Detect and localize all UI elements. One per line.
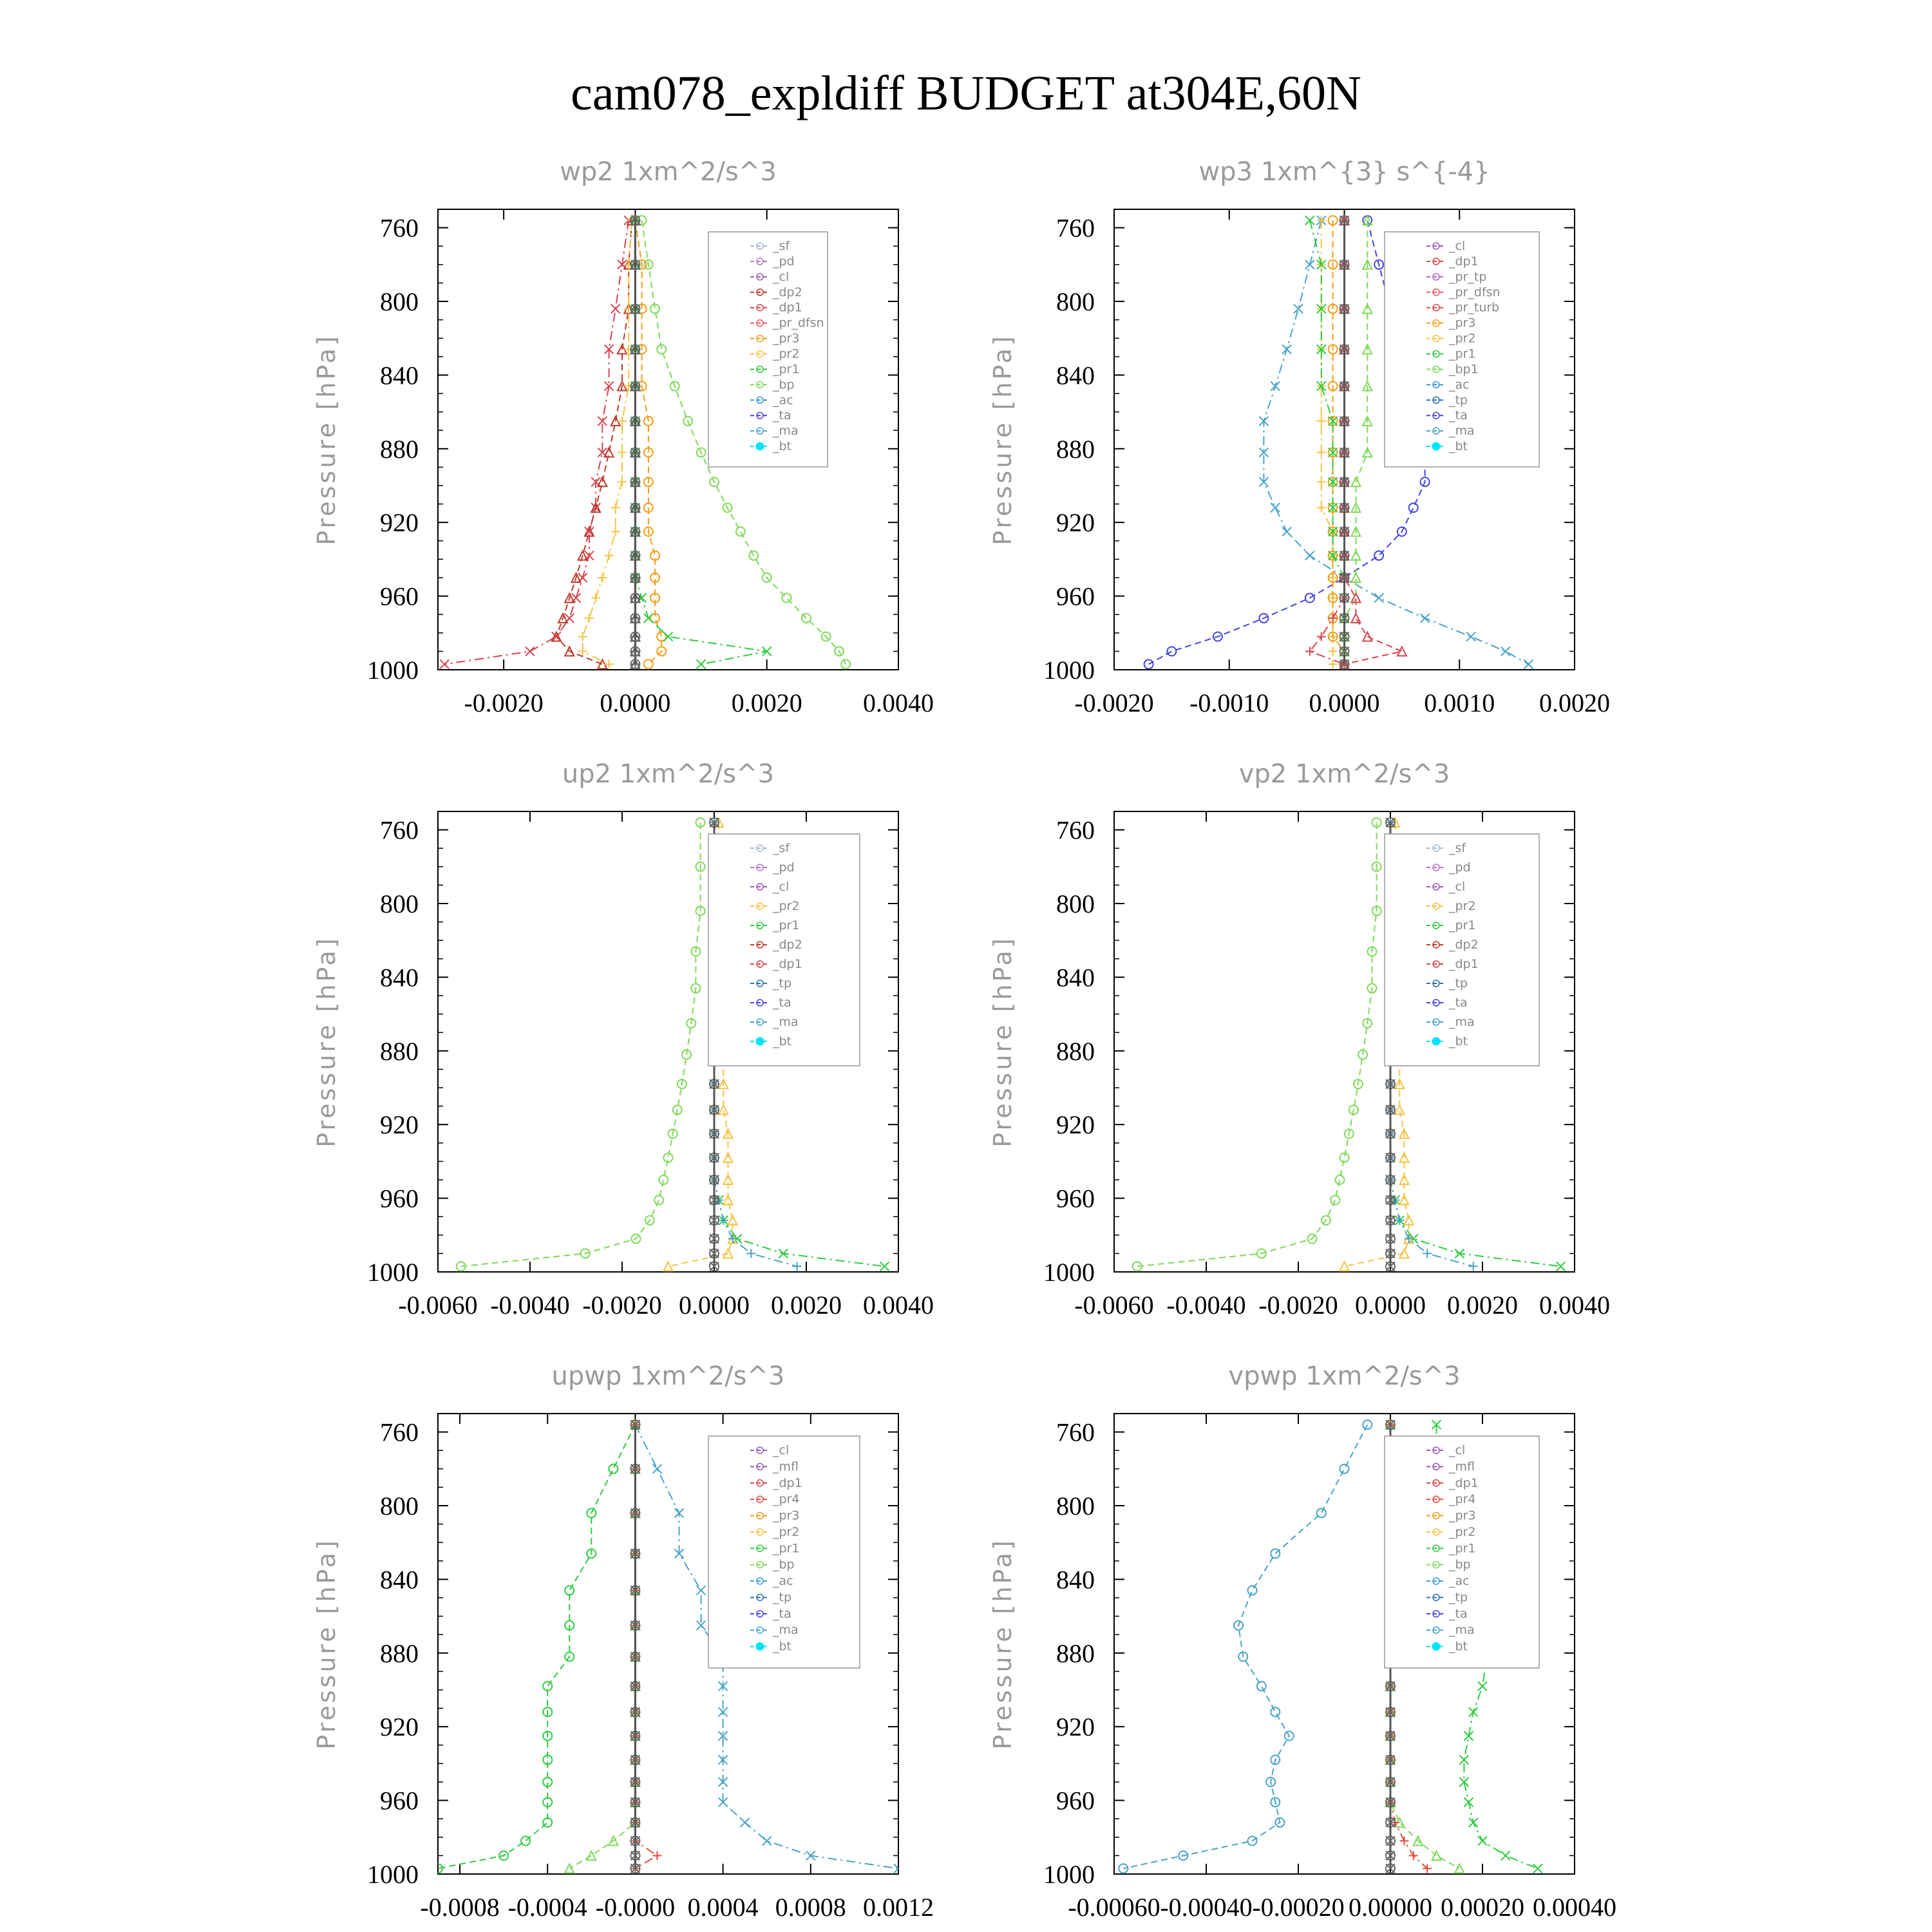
legend-entry-pr2: _pr2 bbox=[1449, 1524, 1476, 1539]
x-tick-label: 0.00000 bbox=[1349, 1893, 1432, 1922]
legend-entry-mfl: _mfl bbox=[773, 1459, 799, 1474]
legend-entry-dp1: _dp1 bbox=[1449, 254, 1479, 269]
y-tick-label: 840 bbox=[380, 1565, 419, 1595]
legend-entry-tp: _tp bbox=[1449, 393, 1468, 408]
y-axis-label: Pressure [hPa] bbox=[312, 936, 341, 1148]
series-line-ma bbox=[1123, 1425, 1367, 1868]
legend-entry-pr_dfsn: _pr_dfsn bbox=[773, 316, 824, 330]
y-tick-label: 920 bbox=[1056, 1110, 1095, 1140]
plot-frame bbox=[438, 209, 898, 670]
x-tick-label: -0.0004 bbox=[507, 1893, 587, 1922]
legend-entry-tp: _tp bbox=[1449, 976, 1468, 990]
legend-entry-pr1: _pr1 bbox=[1449, 1541, 1476, 1556]
legend-marker-bt bbox=[1432, 1037, 1440, 1045]
panel-3 bbox=[312, 759, 934, 1320]
legend-entry-dp2: _dp2 bbox=[773, 285, 802, 299]
legend-entry-mfl: _mfl bbox=[1449, 1459, 1475, 1474]
data-point-ma bbox=[1466, 632, 1475, 641]
legend-entry-ma: _ma bbox=[1449, 1623, 1475, 1638]
data-point-ma bbox=[1271, 503, 1280, 512]
legend-entry-ac: _ac bbox=[773, 1574, 793, 1589]
x-tick-label: -0.0000 bbox=[595, 1893, 676, 1922]
legend-entry-pr2: _pr2 bbox=[1449, 331, 1476, 346]
x-tick-label: -0.0020 bbox=[1258, 1291, 1338, 1320]
legend bbox=[1385, 834, 1539, 1066]
x-tick-label: -0.00020 bbox=[1252, 1893, 1345, 1922]
data-point-bp bbox=[1331, 1195, 1340, 1204]
legend bbox=[708, 232, 828, 467]
y-tick-label: 920 bbox=[380, 1110, 419, 1140]
y-axis-label: Pressure [hPa] bbox=[989, 936, 1017, 1148]
data-point-pr2 bbox=[611, 503, 620, 512]
data-point-ma bbox=[1271, 382, 1280, 391]
data-point-ma bbox=[1257, 1681, 1266, 1690]
x-tick-label: 0.0040 bbox=[863, 1291, 934, 1320]
legend-marker-bt bbox=[756, 442, 764, 450]
y-tick-label: 920 bbox=[380, 1712, 419, 1742]
legend-entry-bp1: _bp1 bbox=[1449, 362, 1479, 377]
y-axis-label: Pressure [hPa] bbox=[989, 334, 1017, 545]
x-tick-label: 0.0020 bbox=[1539, 688, 1610, 717]
legend-entry-bp: _bp bbox=[1449, 1557, 1471, 1572]
x-tick-label: 0.0020 bbox=[731, 688, 802, 717]
legend-entry-pr3: _pr3 bbox=[1449, 316, 1476, 330]
legend-marker-bt bbox=[1432, 442, 1440, 450]
y-tick-label: 840 bbox=[1056, 963, 1095, 992]
y-axis-label: Pressure [hPa] bbox=[989, 1538, 1017, 1750]
x-tick-label: 0.0040 bbox=[1539, 1291, 1610, 1320]
y-tick-label: 800 bbox=[380, 889, 419, 918]
legend-entry-ta: _ta bbox=[773, 1606, 791, 1621]
data-point-pr2 bbox=[605, 551, 614, 560]
data-point-pr1 bbox=[1305, 216, 1314, 225]
data-point-pr1 bbox=[521, 1837, 530, 1846]
data-point-dp1 bbox=[440, 659, 449, 668]
y-tick-label: 1000 bbox=[367, 1860, 419, 1889]
data-point-ma bbox=[762, 1837, 772, 1846]
data-point-pr1 bbox=[1478, 1837, 1487, 1846]
data-point-pr1 bbox=[1478, 1681, 1487, 1690]
legend-entry-ma: _ma bbox=[1449, 424, 1475, 439]
data-point-pr2 bbox=[1317, 503, 1326, 512]
legend-entry-pd: _pd bbox=[1449, 860, 1471, 875]
legend-entry-pr3: _pr3 bbox=[773, 331, 800, 346]
y-tick-label: 840 bbox=[380, 963, 419, 992]
y-tick-label: 880 bbox=[380, 1638, 419, 1668]
data-point-ma bbox=[1305, 551, 1314, 560]
legend-entry-sf: _sf bbox=[773, 239, 790, 253]
data-point-ma bbox=[1248, 1586, 1257, 1595]
x-tick-label: -0.00060 bbox=[1068, 1893, 1160, 1922]
legend-entry-dp1: _dp1 bbox=[773, 1475, 802, 1490]
x-tick-label: -0.00040 bbox=[1160, 1893, 1253, 1922]
y-tick-label: 960 bbox=[380, 1786, 419, 1815]
y-tick-label: 800 bbox=[1056, 287, 1095, 316]
data-point-pr1 bbox=[543, 1681, 552, 1690]
y-tick-label: 960 bbox=[1056, 1184, 1095, 1213]
legend-entry-ac: _ac bbox=[1449, 377, 1470, 392]
data-point-pr2 bbox=[618, 448, 627, 457]
y-tick-label: 1000 bbox=[367, 656, 419, 685]
y-tick-label: 1000 bbox=[367, 1258, 419, 1287]
legend-entry-ta: _ta bbox=[1449, 408, 1468, 423]
x-tick-label: -0.0040 bbox=[1166, 1291, 1246, 1320]
y-axis-label: Pressure [hPa] bbox=[312, 334, 341, 545]
legend-entry-cl: _cl bbox=[773, 1443, 790, 1457]
y-tick-label: 760 bbox=[380, 815, 419, 845]
data-point-pr1 bbox=[565, 1586, 574, 1595]
data-point-pr2 bbox=[1317, 448, 1326, 457]
legend-entry-ta: _ta bbox=[773, 996, 791, 1010]
panel-title: wp2 1xm^2/s^3 bbox=[560, 157, 777, 187]
legend-entry-dp1: _dp1 bbox=[1449, 957, 1479, 971]
legend-marker-bt bbox=[756, 1643, 764, 1651]
x-tick-label: -0.0020 bbox=[582, 1291, 662, 1320]
legend-entry-pr4: _pr4 bbox=[1449, 1492, 1476, 1507]
legend-entry-pr1: _pr1 bbox=[1449, 346, 1476, 361]
y-tick-label: 840 bbox=[380, 361, 419, 390]
legend-entry-tp: _tp bbox=[773, 976, 792, 990]
data-point-pr1 bbox=[644, 614, 653, 623]
series-line-dp1 bbox=[444, 220, 629, 664]
legend-entry-pr1: _pr1 bbox=[773, 362, 800, 377]
legend-entry-pr_turb: _pr_turb bbox=[1449, 300, 1500, 315]
series-line-bp bbox=[461, 822, 701, 1266]
legend-entry-pr2: _pr2 bbox=[1449, 899, 1476, 913]
data-point-ma bbox=[1374, 593, 1383, 602]
data-point-ma bbox=[1469, 1262, 1478, 1271]
data-point-pr2 bbox=[578, 632, 587, 641]
x-tick-label: -0.0008 bbox=[420, 1893, 500, 1922]
panel-1 bbox=[312, 157, 934, 717]
data-point-pr2 bbox=[578, 647, 587, 656]
x-tick-label: -0.0020 bbox=[1074, 688, 1154, 717]
legend-entry-cl: _cl bbox=[773, 880, 790, 894]
x-tick-label: 0.0004 bbox=[687, 1893, 759, 1922]
data-point-pr_turb bbox=[1317, 632, 1326, 641]
data-point-ma bbox=[1423, 1249, 1432, 1258]
series-line-bp bbox=[1137, 822, 1377, 1266]
legend-entry-bp: _bp bbox=[773, 377, 795, 392]
data-point-pr1 bbox=[1464, 1797, 1473, 1806]
data-point-ma bbox=[1271, 1549, 1280, 1558]
data-point-ta bbox=[1409, 503, 1418, 512]
data-point-dp1 bbox=[611, 304, 620, 313]
data-point-pr2 bbox=[598, 573, 607, 582]
x-tick-label: 0.00040 bbox=[1533, 1893, 1616, 1922]
data-point-bp bbox=[654, 1195, 663, 1204]
y-tick-label: 960 bbox=[380, 582, 419, 611]
y-tick-label: 960 bbox=[1056, 582, 1095, 611]
legend bbox=[708, 834, 860, 1066]
data-point-bp bbox=[841, 659, 850, 668]
y-tick-label: 920 bbox=[380, 508, 419, 538]
data-point-pr4 bbox=[652, 1851, 661, 1860]
data-point-bp bbox=[587, 1851, 596, 1860]
panel-title: vp2 1xm^2/s^3 bbox=[1238, 759, 1450, 789]
legend bbox=[1385, 232, 1539, 467]
legend-entry-ta: _ta bbox=[1449, 1606, 1468, 1621]
legend-entry-cl: _cl bbox=[773, 269, 790, 284]
panel-2 bbox=[989, 157, 1610, 717]
y-tick-label: 880 bbox=[1056, 434, 1095, 464]
data-point-ma bbox=[697, 1586, 706, 1595]
data-point-pr2 bbox=[723, 1195, 732, 1204]
legend-entry-ta: _ta bbox=[1449, 996, 1468, 1010]
data-point-pr1 bbox=[1459, 1777, 1468, 1786]
y-tick-label: 880 bbox=[1056, 1036, 1095, 1066]
panel-6 bbox=[989, 1361, 1616, 1922]
legend-entry-pr1: _pr1 bbox=[773, 1541, 800, 1556]
data-point-ma bbox=[1294, 304, 1303, 313]
legend-box bbox=[708, 232, 828, 467]
legend-entry-dp1: _dp1 bbox=[773, 300, 802, 315]
data-point-pr1 bbox=[1459, 1756, 1468, 1765]
y-tick-label: 1000 bbox=[1043, 1860, 1095, 1889]
data-point-ma bbox=[1363, 1420, 1372, 1429]
y-tick-label: 840 bbox=[1056, 1565, 1095, 1595]
data-point-pr2 bbox=[611, 527, 620, 536]
data-point-pr1 bbox=[697, 659, 706, 668]
x-tick-label: 0.0008 bbox=[775, 1893, 846, 1922]
legend-entry-pr3: _pr3 bbox=[773, 1508, 800, 1523]
data-point-ma bbox=[652, 1464, 661, 1473]
y-tick-label: 1000 bbox=[1043, 656, 1095, 685]
panel-4 bbox=[989, 759, 1610, 1320]
data-point-pr2 bbox=[585, 614, 594, 623]
data-point-pr1 bbox=[609, 1464, 618, 1473]
y-tick-label: 760 bbox=[1056, 815, 1095, 845]
y-tick-label: 800 bbox=[380, 287, 419, 316]
x-tick-label: 0.0000 bbox=[600, 688, 671, 717]
data-point-pr4 bbox=[1399, 1837, 1408, 1846]
data-point-pr3 bbox=[644, 659, 653, 668]
legend-entry-pr2: _pr2 bbox=[773, 1524, 800, 1539]
legend-marker-bt bbox=[756, 1037, 764, 1045]
data-point-pr2 bbox=[1399, 1195, 1408, 1204]
y-tick-label: 880 bbox=[1056, 1638, 1095, 1668]
y-tick-label: 760 bbox=[380, 213, 419, 243]
data-point-dp1 bbox=[526, 647, 535, 656]
x-tick-label: 0.0012 bbox=[863, 1893, 934, 1922]
data-point-pr2 bbox=[1340, 1262, 1349, 1271]
series-line-pr1 bbox=[438, 1425, 635, 1868]
data-point-pr2 bbox=[618, 477, 627, 486]
data-point-dp1 bbox=[1351, 614, 1360, 623]
y-tick-label: 840 bbox=[1056, 361, 1095, 390]
x-tick-label: -0.0020 bbox=[464, 688, 544, 717]
legend-entry-dp1: _dp1 bbox=[1449, 1475, 1479, 1490]
legend-entry-ma: _ma bbox=[773, 1015, 799, 1029]
y-tick-label: 1000 bbox=[1043, 1258, 1095, 1287]
data-point-ma bbox=[1421, 614, 1430, 623]
legend-entry-cl: _cl bbox=[1449, 1443, 1466, 1457]
legend-entry-dp2: _dp2 bbox=[773, 938, 802, 952]
legend-entry-bt: _bt bbox=[1449, 1639, 1468, 1654]
data-point-ma bbox=[1340, 1464, 1349, 1473]
legend-entry-ac: _ac bbox=[1449, 1574, 1470, 1589]
x-tick-label: 0.0040 bbox=[863, 688, 934, 717]
data-point-pr2 bbox=[1317, 477, 1326, 486]
legend-marker-bt bbox=[1432, 1643, 1440, 1651]
data-point-bp bbox=[565, 1864, 574, 1873]
y-tick-label: 760 bbox=[1056, 213, 1095, 243]
legend-entry-sf: _sf bbox=[773, 841, 790, 855]
data-point-ma bbox=[741, 1818, 750, 1827]
legend-entry-ma: _ma bbox=[773, 1623, 799, 1638]
data-point-pr1 bbox=[1469, 1818, 1478, 1827]
legend-entry-sf: _sf bbox=[1449, 841, 1466, 855]
legend-entry-tp: _tp bbox=[1449, 1590, 1468, 1605]
legend-entry-cl: _cl bbox=[1449, 239, 1466, 253]
data-point-bp bbox=[659, 1175, 668, 1184]
data-point-ma bbox=[1305, 260, 1314, 269]
data-point-ma bbox=[1317, 1508, 1326, 1517]
y-tick-label: 920 bbox=[1056, 508, 1095, 538]
x-tick-label: 0.0000 bbox=[1309, 688, 1380, 717]
legend-entry-dp1: _dp1 bbox=[773, 957, 802, 971]
data-point-bp bbox=[736, 527, 745, 536]
series-line-pr2 bbox=[583, 220, 632, 664]
legend-entry-bt: _bt bbox=[1449, 439, 1468, 454]
legend-entry-tp: _tp bbox=[773, 1590, 792, 1605]
data-point-bp bbox=[1335, 1175, 1344, 1184]
legend-entry-pr2: _pr2 bbox=[773, 899, 800, 913]
x-tick-label: 0.0020 bbox=[771, 1291, 842, 1320]
x-tick-label: 0.0000 bbox=[679, 1291, 750, 1320]
series-line-ta bbox=[1149, 220, 1425, 664]
x-tick-label: -0.0040 bbox=[490, 1291, 570, 1320]
data-point-bp bbox=[782, 593, 791, 602]
legend-entry-ma: _ma bbox=[1449, 1015, 1475, 1029]
x-tick-label: 0.00020 bbox=[1441, 1893, 1524, 1922]
y-tick-label: 960 bbox=[380, 1184, 419, 1213]
legend-entry-pd: _pd bbox=[773, 860, 795, 875]
legend-entry-dp2: _dp2 bbox=[1449, 938, 1479, 952]
panel-5 bbox=[312, 1361, 934, 1922]
legend-entry-cl: _cl bbox=[1449, 880, 1466, 894]
y-tick-label: 800 bbox=[380, 1492, 419, 1520]
x-tick-label: -0.0060 bbox=[1074, 1291, 1154, 1320]
legend-entry-bt: _bt bbox=[773, 1034, 792, 1048]
data-point-ma bbox=[1271, 1707, 1280, 1716]
legend bbox=[708, 1436, 860, 1668]
y-tick-label: 760 bbox=[1056, 1417, 1095, 1447]
legend-entry-pr_tp: _pr_tp bbox=[1449, 269, 1487, 284]
legend-entry-pr_dfsn: _pr_dfsn bbox=[1449, 285, 1501, 299]
y-tick-label: 960 bbox=[1056, 1786, 1095, 1815]
data-point-dp1 bbox=[1397, 647, 1406, 656]
panel-title: upwp 1xm^2/s^3 bbox=[551, 1361, 785, 1391]
data-point-ma bbox=[1524, 659, 1533, 668]
legend-entry-bp: _bp bbox=[773, 1557, 795, 1572]
data-point-ta bbox=[1167, 647, 1176, 656]
y-tick-label: 800 bbox=[1056, 889, 1095, 918]
figure-title: cam078_expldiff BUDGET at304E,60N bbox=[571, 66, 1361, 120]
data-point-ma bbox=[1501, 647, 1510, 656]
legend-entry-pr1: _pr1 bbox=[1449, 918, 1476, 933]
legend-entry-ta: _ta bbox=[773, 408, 791, 423]
data-point-ma bbox=[1282, 527, 1291, 536]
panels bbox=[312, 157, 1616, 1922]
panel-title: vpwp 1xm^2/s^3 bbox=[1228, 1361, 1461, 1391]
data-point-ta bbox=[1374, 551, 1383, 560]
y-axis-label: Pressure [hPa] bbox=[312, 1538, 341, 1750]
panel-title: wp3 1xm^{3} s^{-4} bbox=[1198, 157, 1490, 187]
x-tick-label: -0.0010 bbox=[1189, 688, 1269, 717]
data-point-pr2 bbox=[591, 593, 600, 602]
legend-entry-ac: _ac bbox=[773, 393, 793, 408]
data-point-pr2 bbox=[1329, 647, 1338, 656]
legend-entry-bt: _bt bbox=[773, 1639, 792, 1654]
x-tick-label: 0.0010 bbox=[1424, 688, 1495, 717]
legend-entry-pr1: _pr1 bbox=[773, 918, 800, 933]
data-point-pr4 bbox=[1409, 1851, 1418, 1860]
panel-title: up2 1xm^2/s^3 bbox=[562, 759, 775, 789]
x-tick-label: -0.0060 bbox=[398, 1291, 478, 1320]
data-point-pr2 bbox=[1317, 417, 1326, 426]
y-tick-label: 880 bbox=[380, 434, 419, 464]
x-tick-label: 0.0020 bbox=[1447, 1291, 1518, 1320]
x-tick-label: 0.0000 bbox=[1355, 1291, 1426, 1320]
legend-entry-pr2: _pr2 bbox=[773, 346, 800, 361]
y-tick-label: 920 bbox=[1056, 1712, 1095, 1742]
data-point-ma bbox=[1119, 1864, 1128, 1873]
y-tick-label: 880 bbox=[380, 1036, 419, 1066]
legend-entry-pr3: _pr3 bbox=[1449, 1508, 1476, 1523]
data-point-ma bbox=[746, 1249, 755, 1258]
series-line-pr_turb bbox=[1310, 220, 1345, 664]
data-point-pr1 bbox=[1533, 1864, 1542, 1873]
data-point-ma bbox=[793, 1262, 802, 1271]
legend-entry-pd: _pd bbox=[773, 254, 795, 269]
legend-entry-bt: _bt bbox=[773, 439, 792, 454]
data-point-pr2 bbox=[664, 1262, 673, 1271]
data-point-ma bbox=[1282, 345, 1291, 354]
y-tick-label: 800 bbox=[1056, 1492, 1095, 1520]
legend-entry-bt: _bt bbox=[1449, 1034, 1468, 1048]
legend-entry-ma: _ma bbox=[773, 424, 799, 439]
data-point-pr1 bbox=[1501, 1851, 1510, 1860]
legend-entry-pr4: _pr4 bbox=[773, 1492, 800, 1507]
series-line-pr1 bbox=[1310, 220, 1345, 664]
y-tick-label: 760 bbox=[380, 1417, 419, 1447]
legend bbox=[1385, 1436, 1539, 1668]
